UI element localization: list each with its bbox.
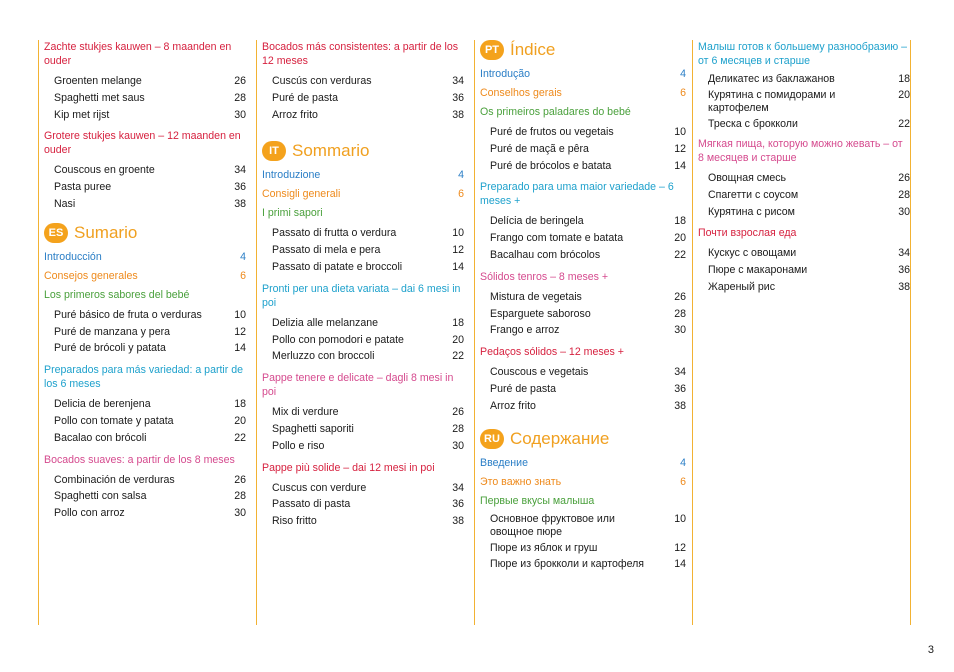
list-item [480,306,686,323]
item-page: 26 [674,290,686,303]
item-title: Курятина с рисом [708,205,795,218]
item-title: Mistura de vegetais [490,290,582,303]
item-title: Arroz frito [272,108,318,121]
page-ref: 6 [240,269,246,282]
page-ref: 4 [240,250,246,263]
section-list [44,162,246,212]
item-title: Spaghetti con salsa [54,490,147,503]
item-page: 30 [234,108,246,121]
list-item [262,513,464,530]
section-list [480,289,686,339]
entry-label: Consejos generales [44,269,138,282]
item-page: 12 [452,244,464,257]
item-title: Riso fritto [272,515,317,528]
item-page: 36 [452,91,464,104]
section-heading: Pappe più solide – dai 12 mesi in poi [262,461,435,474]
language-badge: PT [480,40,504,60]
list-item [698,204,910,221]
list-item [698,118,910,131]
item-title: Kip met rijst [54,108,110,121]
item-page: 14 [234,342,246,355]
item-title: Puré de manzana y pera [54,325,171,338]
section-list [698,170,910,220]
item-title: Кускус с овощами [708,247,797,260]
section-heading: Pronti per una dieta variata – dai 6 mesi in poi [262,282,461,309]
language-title: Índice [510,40,556,59]
item-page: 36 [898,264,910,277]
entry-label: Conselhos gerais [480,87,562,99]
item-page: 34 [898,247,910,260]
item-title: Пюре из брокколи и картофеля [490,557,645,570]
list-item [480,558,686,571]
general-entry [480,86,686,100]
list-item [44,196,246,213]
page-ref: 6 [680,475,686,488]
item-page: 12 [674,142,686,155]
section-heading: Sólidos tenros – 8 meses + [480,270,609,283]
section-heading: Почти взрослая еда [698,227,797,240]
list-item [262,332,464,349]
item-title: Основное фруктовое или овощное пюре [490,512,615,538]
section-list [44,472,246,522]
item-title: Puré de pasta [272,91,338,104]
item-page: 30 [898,205,910,218]
item-title: Passato di patate e broccoli [272,260,403,273]
item-title: Esparguete saboroso [490,307,591,320]
item-page: 20 [234,414,246,427]
language-header-it [262,141,464,161]
list-item [262,107,464,124]
entry-label: Введение [480,456,528,469]
item-page: 36 [452,498,464,511]
list-item [262,225,464,242]
list-item [262,242,464,259]
list-item [480,322,686,339]
list-item [262,421,464,438]
item-page: 38 [452,108,464,121]
section-list [262,315,464,365]
section-heading: I primi sapori [262,207,323,220]
item-title: Bacalao con brócoli [54,431,147,444]
item-title: Puré de frutos ou vegetais [490,126,614,138]
list-item [480,364,686,381]
item-page: 20 [452,333,464,346]
list-item [698,187,910,204]
item-title: Combinación de verduras [54,473,175,486]
list-item [44,488,246,505]
list-item [480,213,686,230]
section-heading: Первые вкусы малыша [480,494,595,507]
item-title: Delizia alle melanzane [272,316,378,329]
column-3 [474,40,686,625]
list-item [698,262,910,279]
list-item [262,496,464,513]
language-badge: ES [44,223,68,243]
item-page: 34 [452,75,464,87]
item-title: Couscous en groente [54,164,155,177]
item-page: 26 [898,172,910,184]
item-page: 10 [234,308,246,321]
list-item [480,230,686,247]
intro-entry [480,67,686,81]
item-page: 10 [452,227,464,240]
item-title: Pollo con tomate y patata [54,414,174,427]
item-title: Жареный рис [708,280,776,293]
section-list [698,73,910,131]
item-title: Mix di verdure [272,406,339,419]
intro-entry [262,168,464,182]
item-page: 38 [234,197,246,210]
entry-label: Introdução [480,68,531,80]
list-item [44,107,246,124]
item-page: 18 [674,215,686,228]
entry-label: Это важно знать [480,475,562,488]
entry-label: Introducción [44,250,102,263]
list-item [480,289,686,306]
section-heading: Bocados suaves: a partir de los 8 meses [44,453,235,466]
item-page: 28 [452,422,464,435]
item-page: 20 [898,89,910,101]
item-page: 36 [674,382,686,395]
item-title: Pasta puree [54,181,112,194]
list-item [480,124,686,141]
item-title: Cuscús con verduras [272,75,372,87]
item-title: Groenten melange [54,75,142,87]
list-item [480,513,686,539]
item-page: 26 [234,473,246,486]
section-list [44,307,246,357]
item-page: 10 [674,512,686,525]
item-title: Pollo con pomodori e patate [272,333,404,346]
section-list [44,73,246,123]
list-item [44,179,246,196]
item-page: 38 [898,280,910,293]
page-ref: 6 [680,87,686,99]
item-title: Nasi [54,197,76,210]
item-page: 12 [674,541,686,554]
list-item [44,413,246,430]
page-ref: 4 [458,169,464,182]
list-item [698,89,910,115]
list-item [44,396,246,413]
item-page: 22 [452,350,464,363]
language-title: Содержание [510,428,610,448]
list-item [480,158,686,175]
list-item [698,73,910,86]
page-number: 3 [927,644,934,656]
item-title: Puré básico de fruta o verduras [54,308,202,321]
item-title: Bacalhau com brócolos [490,248,601,261]
section-heading: Pappe tenere e delicate – dagli 8 mesi in poi [262,372,454,399]
item-title: Пюре из яблок и груш [490,541,598,554]
section-list [262,404,464,454]
item-page: 34 [234,164,246,177]
list-item [262,73,464,90]
item-page: 18 [898,73,910,85]
item-page: 30 [452,439,464,452]
section-heading: Preparado para uma maior variedade – 6 meses + [480,181,674,208]
list-item [44,472,246,489]
section-heading: Pedaços sólidos – 12 meses + [480,346,624,359]
item-page: 36 [234,181,246,194]
item-title: Passato di frutta o verdura [272,227,397,240]
item-page: 14 [674,557,686,570]
item-title: Frango e arroz [490,324,560,337]
item-page: 28 [234,91,246,104]
list-item [262,259,464,276]
section-list [480,124,686,174]
item-title: Puré de maçã e pêra [490,142,589,155]
item-page: 30 [674,324,686,337]
list-item [480,398,686,415]
item-page: 14 [452,260,464,273]
item-page: 34 [674,366,686,379]
item-page: 30 [234,507,246,520]
item-page: 10 [674,126,686,138]
list-item [44,90,246,107]
list-item [44,307,246,324]
item-page: 22 [234,431,246,444]
language-header-pt [480,40,686,60]
section-list [262,225,464,275]
list-item [262,90,464,107]
item-title: Delicia de berenjena [54,398,151,411]
list-item [480,542,686,555]
section-list [480,513,686,571]
item-title: Merluzzo con broccoli [272,350,375,363]
item-title: Pollo e riso [272,439,325,452]
section-list [262,480,464,530]
section-heading: Preparados para más variedad: a partir de los 6 meses [44,364,244,391]
section-heading: Малыш готов к большему разнообразию – от 6 месяцев и старше [698,41,908,67]
list-item [480,247,686,264]
list-item [698,279,910,296]
section-list [262,73,464,123]
list-item [262,404,464,421]
section-heading: Zachte stukjes kauwen – 8 maanden en ouder [44,41,232,67]
page-ref: 4 [680,68,686,80]
list-item [262,438,464,455]
general-entry [480,475,686,489]
page-ref: 6 [458,188,464,201]
list-item [698,245,910,262]
item-title: Пюре с макаронами [708,264,808,277]
intro-entry [44,250,246,264]
language-title: Sumario [74,222,138,242]
item-title: Треска с брокколи [708,118,798,130]
section-heading: Bocados más consistentes: a partir de los 12 meses [262,41,459,67]
general-entry [44,269,246,283]
list-item [44,430,246,447]
section-heading: Los primeros sabores del bebé [44,288,190,301]
section-list [698,245,910,295]
item-title: Delícia de beringela [490,215,584,228]
list-item [44,324,246,341]
item-title: Arroz frito [490,399,536,412]
list-item [698,170,910,187]
entry-label: Consigli generali [262,188,341,201]
item-title: Спагетти с соусом [708,188,799,201]
item-page: 20 [674,232,686,245]
column-4-right-rule [910,40,911,625]
list-item [262,480,464,497]
list-item [44,73,246,90]
item-page: 12 [234,325,246,338]
general-entry [262,187,464,201]
item-title: Puré de brócolos e batata [490,159,612,172]
item-page: 18 [452,316,464,329]
language-title: Sommario [292,141,370,161]
item-title: Курятина с помидорами и картофелем [708,89,836,114]
item-page: 28 [234,490,246,503]
item-title: Couscous e vegetais [490,366,589,379]
list-item [44,505,246,522]
item-title: Passato di mela e pera [272,244,381,257]
item-title: Spaghetti saporiti [272,422,354,435]
item-title: Puré de brócoli y patata [54,342,166,355]
item-page: 22 [674,248,686,261]
language-header-ru [480,429,686,449]
list-item [44,162,246,179]
section-heading: Grotere stukjes kauwen – 12 maanden en ouder [44,130,241,157]
item-title: Pollo con arroz [54,507,125,520]
list-item [262,348,464,365]
item-title: Passato di pasta [272,498,351,511]
section-heading: Мягкая пища, которую можно жевать – от 8 месяцев и старше [698,138,903,164]
section-list [44,396,246,446]
page-ref: 4 [680,456,686,469]
item-page: 38 [674,399,686,412]
column-4 [692,40,910,625]
item-title: Puré de pasta [490,382,556,395]
item-page: 18 [234,398,246,411]
entry-label: Introduzione [262,169,321,182]
item-page: 26 [234,75,246,87]
column-2 [256,40,464,625]
item-page: 26 [452,406,464,419]
item-page: 22 [898,118,910,130]
language-header-es [44,223,246,243]
item-title: Spaghetti met saus [54,91,145,104]
column-1 [38,40,246,625]
language-badge: RU [480,429,504,449]
item-title: Cuscus con verdure [272,481,367,494]
section-list [480,364,686,414]
item-page: 28 [898,188,910,201]
language-badge: IT [262,141,286,161]
section-list [480,213,686,263]
item-page: 38 [452,515,464,528]
item-title: Деликатес из баклажанов [708,73,835,85]
item-page: 28 [674,307,686,320]
item-title: Овощная смесь [708,172,787,184]
list-item [480,141,686,158]
item-page: 34 [452,481,464,494]
list-item [480,381,686,398]
item-page: 14 [674,159,686,172]
section-heading: Os primeiros paladares do bebé [480,106,631,118]
list-item [262,315,464,332]
list-item [44,340,246,357]
item-title: Frango com tomate e batata [490,232,624,245]
intro-entry [480,456,686,470]
